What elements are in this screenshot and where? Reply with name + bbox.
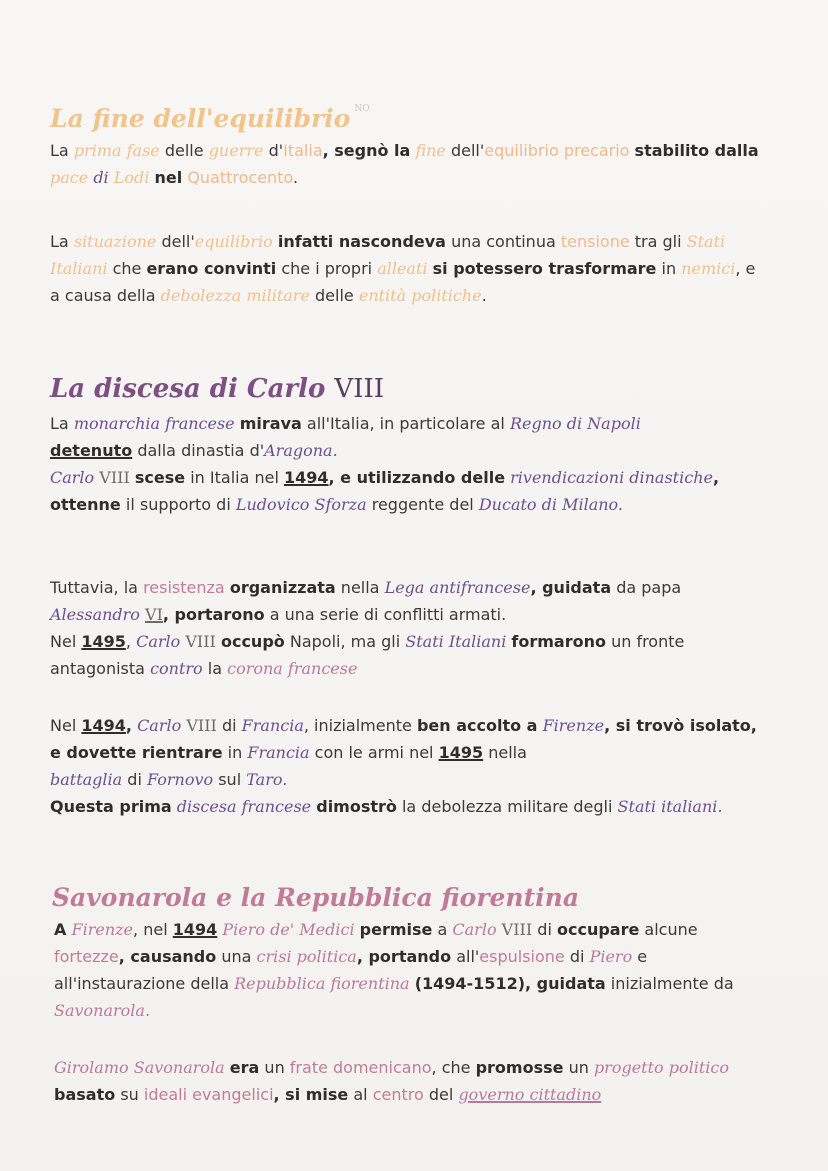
text-run: , che <box>431 1058 471 1077</box>
text-run: A <box>54 920 67 939</box>
text-run: occupò <box>220 632 285 651</box>
text-run: reggente del <box>371 495 474 514</box>
text-run: frate domenicano <box>289 1058 432 1077</box>
text-run: all' <box>456 947 480 966</box>
margin-note: NO <box>354 104 370 114</box>
text-run: Francia <box>247 743 310 762</box>
text-run: , causando <box>118 947 217 966</box>
text-run: in <box>227 743 243 762</box>
text-run: Carlo <box>136 632 181 651</box>
text-run: tensione <box>560 232 630 251</box>
text-run: era <box>229 1058 260 1077</box>
text-run: occupare <box>556 920 640 939</box>
text-run: all'Italia, in particolare al <box>306 414 505 433</box>
title-roman-numeral: VIII <box>334 374 385 404</box>
text-run: , inizialmente <box>303 716 412 735</box>
text-run: ideali evangelici <box>143 1085 274 1104</box>
text-run: infatti nascondeva <box>277 232 446 251</box>
text-run: 1495 <box>81 632 126 651</box>
text-run: con le armi nel <box>314 743 434 762</box>
text-run: , portarono <box>162 605 265 624</box>
title-text: La fine dell'equilibrio <box>50 104 351 133</box>
text-run: in <box>661 259 677 278</box>
text-run: di <box>93 168 109 187</box>
text-run: Stati Italiani <box>405 632 507 651</box>
text-run: alleati <box>377 259 428 278</box>
text-run: erano convinti <box>146 259 277 278</box>
text-run: 1495 <box>438 743 484 762</box>
text-run: centro <box>372 1085 424 1104</box>
text-emphasis <box>50 441 132 460</box>
text-run: un fronte antagonista <box>50 632 685 678</box>
text-emphasis <box>81 632 126 651</box>
text-run: Firenze <box>542 716 605 735</box>
text-run: (1494-1512), guidata <box>414 974 606 993</box>
text-run: , e a causa della <box>50 259 756 305</box>
text-run: permise <box>359 920 433 939</box>
text-run: guerre <box>208 141 264 160</box>
text-run: resistenza <box>143 578 225 597</box>
text-run: Piero <box>589 947 633 966</box>
text-run: scese <box>134 468 186 487</box>
text-run: la <box>207 659 223 678</box>
text-emphasis <box>284 468 329 487</box>
text-run: Questa prima <box>50 797 172 816</box>
paragraph-firenze <box>54 916 769 1024</box>
text-run: 1494 <box>81 716 126 735</box>
text-run: , <box>125 632 131 651</box>
paragraph-situazione <box>50 228 765 309</box>
text-run: da <box>713 974 734 993</box>
text-run: , guidata <box>530 578 612 597</box>
text-run: pace <box>50 168 89 187</box>
text-run: su <box>120 1085 139 1104</box>
section-title-savonarola <box>52 883 579 912</box>
text-run: che <box>112 259 142 278</box>
text-run: Nel <box>50 632 77 651</box>
text-run: detenuto <box>50 441 133 460</box>
text-run: La <box>50 414 69 433</box>
text-run: di <box>569 947 585 966</box>
text-run: espulsione <box>479 947 565 966</box>
text-run: delle <box>315 286 354 305</box>
text-run: fine <box>415 141 446 160</box>
text-run: , <box>125 716 132 735</box>
text-run: nemici <box>681 259 736 278</box>
text-run: di <box>537 920 552 939</box>
text-run: tra gli <box>634 232 682 251</box>
text-run: Francia <box>241 716 304 735</box>
text-run: situazione <box>73 232 157 251</box>
paragraph-prima-fase <box>50 137 765 191</box>
text-run: 1494 <box>284 468 329 487</box>
text-run: al <box>353 1085 368 1104</box>
text-run: d' <box>268 141 284 160</box>
text-run: , nel <box>133 920 168 939</box>
text-run: mirava <box>239 414 302 433</box>
text-run: Carlo <box>137 716 182 735</box>
paragraph-nel-1494 <box>50 712 765 820</box>
text-run: nella <box>488 743 527 762</box>
text-run: la debolezza militare degli <box>401 797 613 816</box>
text-run: stabilito dalla <box>634 141 759 160</box>
text-run: fortezze <box>54 947 119 966</box>
text-run: , ottenne <box>50 468 720 514</box>
text-run: delle <box>164 141 204 160</box>
text-run: alcune <box>644 920 698 939</box>
text-run: sul <box>218 770 242 789</box>
text-run: Alessandro <box>50 605 140 624</box>
text-run: Lodi <box>113 168 150 187</box>
text-run: governo cittadino <box>458 1085 602 1104</box>
text-run: una <box>221 947 252 966</box>
text-run: il supporto di <box>125 495 231 514</box>
text-run: VIII <box>501 920 533 939</box>
text-run: di <box>127 770 142 789</box>
text-run: Fornovo <box>147 770 214 789</box>
text-run: in Italia nel <box>190 468 279 487</box>
text-run: si potessero trasformare <box>432 259 657 278</box>
text-run: dalla dinastia d' <box>137 441 265 460</box>
text-run: Aragona. <box>264 441 338 460</box>
text-run: dell' <box>161 232 195 251</box>
text-run: , segnò la <box>322 141 411 160</box>
text-run: Taro. <box>246 770 288 789</box>
text-run: Nel <box>50 716 77 735</box>
text-run: Napoli, ma gli <box>289 632 401 651</box>
text-run: , si trovò isolato, e dovette rientrare <box>50 716 757 762</box>
text-run: da papa <box>616 578 682 597</box>
text-run: VIII <box>185 632 216 651</box>
text-run: rivendicazioni dinastiche <box>510 468 713 487</box>
text-run: promosse <box>475 1058 564 1077</box>
text-run: di <box>221 716 237 735</box>
text-emphasis <box>81 716 126 735</box>
paragraph-tuttavia <box>50 574 765 682</box>
text-emphasis <box>439 743 484 762</box>
text-run: dimostrò <box>316 797 397 816</box>
text-run: Savonarola. <box>54 1001 151 1020</box>
text-run: e all'instaurazione della <box>54 947 648 993</box>
text-run: Stati Italiani <box>50 232 726 278</box>
text-run: discesa francese <box>176 797 312 816</box>
text-run: ben accolto a <box>416 716 538 735</box>
text-run: Carlo <box>452 920 497 939</box>
text-run: Repubblica fiorentina <box>234 974 410 993</box>
text-run: La <box>50 141 69 160</box>
text-run: inizialmente <box>610 974 709 993</box>
text-run: nella <box>340 578 380 597</box>
text-run: contro <box>150 659 203 678</box>
text-run: . <box>292 168 299 187</box>
text-run: a <box>437 920 448 939</box>
text-run: . <box>481 286 487 305</box>
text-run: formarono <box>511 632 606 651</box>
text-run: dell' <box>450 141 485 160</box>
text-run: , e utilizzando delle <box>328 468 506 487</box>
text-run: equilibrio precario <box>484 141 630 160</box>
text-run: un <box>264 1058 285 1077</box>
title-text: Savonarola e la Repubblica fiorentina <box>52 883 580 912</box>
text-run: VIII <box>186 716 217 735</box>
text-run: Ducato di Milano. <box>478 495 623 514</box>
text-run: Stati italiani. <box>617 797 723 816</box>
text-run: VI <box>145 605 163 624</box>
text-run: equilibrio <box>194 232 273 251</box>
text-run: Quattrocento <box>187 168 293 187</box>
text-run: progetto politico <box>593 1058 729 1077</box>
text-run: monarchia francese <box>73 414 235 433</box>
text-run: Firenze <box>71 920 134 939</box>
text-run: VIII <box>99 468 130 487</box>
text-run: organizzata <box>229 578 336 597</box>
text-run: entità politiche <box>358 286 482 305</box>
text-run: Lega antifrancese <box>384 578 531 597</box>
text-run: prima fase <box>73 141 160 160</box>
text-run: nel <box>154 168 183 187</box>
text-run: Tuttavia, la <box>50 578 138 597</box>
text-emphasis <box>173 920 218 939</box>
text-run: debolezza militare <box>160 286 310 305</box>
text-run: a una serie di conflitti armati. <box>269 605 507 624</box>
section-title-discesa-carlo <box>50 374 384 404</box>
text-run: Italia <box>283 141 323 160</box>
text-run: Carlo <box>50 468 95 487</box>
text-run: Piero de' Medici <box>222 920 355 939</box>
text-run: Regno di Napoli <box>509 414 641 433</box>
text-run: La <box>50 232 69 251</box>
text-run: basato <box>54 1085 116 1104</box>
text-run: 1494 <box>172 920 218 939</box>
section-title-fine-equilibrio <box>50 104 370 133</box>
text-run: una continua <box>451 232 556 251</box>
text-run: corona francese <box>227 659 358 678</box>
text-run: , portando <box>356 947 452 966</box>
paragraph-monarchia <box>50 410 765 518</box>
text-run: Ludovico Sforza <box>235 495 367 514</box>
paragraph-girolamo <box>54 1054 769 1108</box>
text-run: , si mise <box>273 1085 349 1104</box>
text-run: un <box>568 1058 589 1077</box>
text-run: battaglia <box>50 770 123 789</box>
text-run: crisi politica <box>256 947 357 966</box>
text-run: che i propri <box>281 259 373 278</box>
text-run: del <box>428 1085 454 1104</box>
text-run: Girolamo Savonarola <box>54 1058 225 1077</box>
title-text: La discesa di Carlo <box>50 374 326 404</box>
